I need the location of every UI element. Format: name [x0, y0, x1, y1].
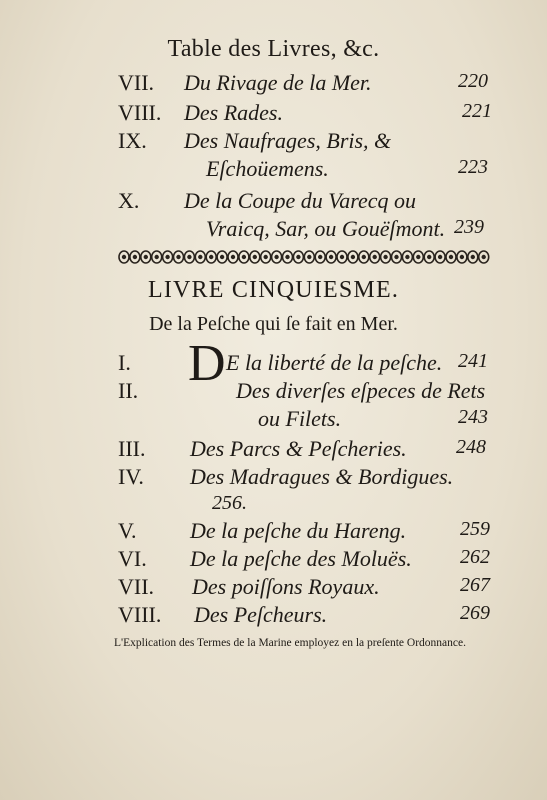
drop-cap: D — [188, 335, 226, 392]
toc-entry-continuation — [0, 156, 547, 186]
toc-entry — [0, 574, 547, 604]
toc-entry-continuation — [0, 406, 547, 436]
toc-entry — [0, 70, 547, 100]
entry-title: Des Parcs & Peſcheries. — [190, 436, 407, 461]
toc-entry — [0, 100, 547, 130]
toc-entry-continuation — [0, 216, 547, 246]
entry-page: 243 — [458, 406, 488, 428]
entry-number: I. — [118, 350, 131, 375]
toc-entry — [0, 128, 547, 158]
entry-page: 267 — [460, 574, 490, 596]
entry-page: 262 — [460, 546, 490, 568]
toc-entry — [0, 518, 547, 548]
entry-title-line2: Eſchoüemens. — [206, 156, 329, 181]
entry-number: V. — [118, 518, 137, 543]
entry-title: Des poiſſons Royaux. — [192, 574, 380, 599]
toc-entry — [0, 378, 547, 408]
toc-entry — [0, 350, 547, 380]
entry-title: Des Naufrages, Bris, & — [184, 128, 392, 153]
entry-page: 248 — [456, 436, 486, 458]
toc-entry — [0, 602, 547, 632]
entry-title-line2: Vraicq, Sar, ou Gouëſmont. — [206, 216, 446, 241]
entry-page: 256. — [212, 492, 247, 514]
entry-number: VII. — [118, 70, 155, 95]
entry-title-line2: ou Filets. — [258, 406, 342, 431]
entry-number: IX. — [118, 128, 147, 153]
entry-page: 239 — [454, 216, 484, 238]
entry-page: 223 — [458, 156, 488, 178]
entry-page: 241 — [458, 350, 488, 372]
entry-title: De la peſche des Moluës. — [190, 546, 412, 571]
entry-title: Des diverſes eſpeces de Rets — [236, 378, 486, 403]
entry-title: Des Madragues & Bordigues. — [190, 464, 454, 489]
entry-number: IV. — [118, 464, 144, 489]
entry-number: VI. — [118, 546, 147, 571]
entry-number: VIII. — [118, 100, 162, 125]
entry-title: Du Rivage de la Mer. — [184, 70, 372, 95]
book-title: LIVRE CINQUIESME. — [147, 277, 400, 303]
entry-title: Des Peſcheurs. — [194, 602, 328, 627]
entry-page: 259 — [460, 518, 490, 540]
entry-number: II. — [118, 378, 139, 403]
entry-number: X. — [118, 188, 140, 213]
running-header: Table des Livres, &c. — [167, 36, 380, 62]
toc-entry — [0, 464, 547, 494]
entry-number: III. — [118, 436, 146, 461]
entry-title: De la Coupe du Varecq ou — [184, 188, 416, 213]
entry-number: VII. — [118, 574, 155, 599]
toc-entry — [0, 436, 547, 466]
toc-entry — [0, 546, 547, 576]
entry-page: 221 — [462, 100, 492, 122]
entry-title: Des Rades. — [184, 100, 283, 125]
entry-number: VIII. — [118, 602, 162, 627]
footer-note: L'Explication des Termes de la Marine employez en la preſente Ordonnance. — [114, 637, 466, 649]
ornament-band — [118, 248, 493, 266]
entry-title: E la liberté de la peſche. — [226, 350, 443, 375]
toc-entry — [0, 188, 547, 218]
entry-page: 269 — [460, 602, 490, 624]
entry-title: De la peſche du Hareng. — [190, 518, 407, 543]
book-subtitle: De la Peſche qui ſe fait en Mer. — [149, 313, 398, 335]
entry-page: 220 — [458, 70, 488, 92]
